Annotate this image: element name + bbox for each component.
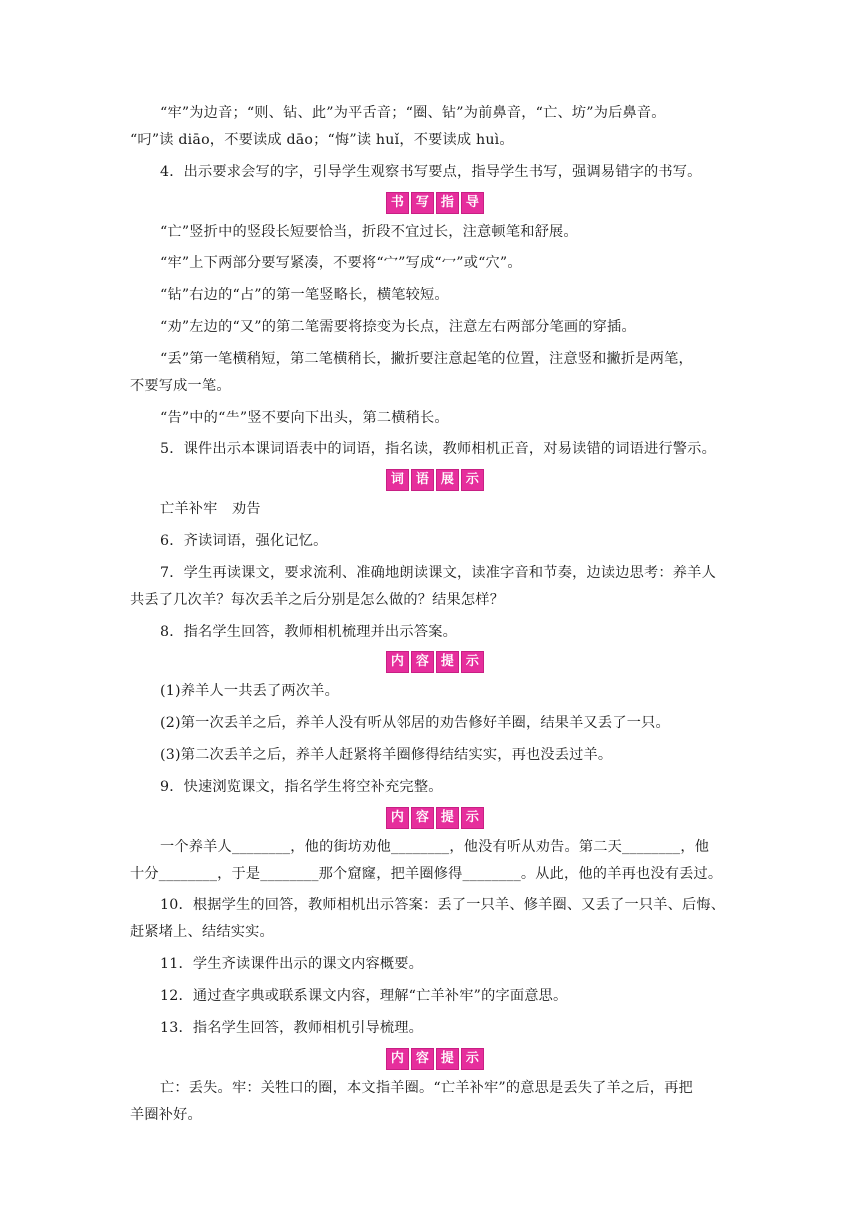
writing-tip: “丢”第一笔横稍短，第二笔横稍长，撇折要注意起笔的位置，注意竖和撇折是两笔， (160, 350, 693, 367)
badge-char: 词 (386, 469, 409, 491)
badge-char: 提 (436, 651, 459, 673)
badge-char: 容 (411, 651, 434, 673)
fill-in-blank-cont: 十分________，于是________那个窟窿，把羊圈修得________。从此，他的羊再也没有丢过。 (130, 865, 723, 882)
step-7-cont: 共丢了几次羊？每次丢羊之后分别是怎么做的？结果怎样？ (130, 591, 505, 608)
step-11: 11．学生齐读课件出示的课文内容概要。 (160, 956, 424, 973)
badge-char: 内 (386, 651, 409, 673)
badge-ciyu-zhanshi (130, 468, 740, 492)
badge-char: 内 (386, 1048, 409, 1070)
step-4: 4．出示要求会写的字，引导学生观察书写要点，指导学生书写，强调易错字的书写。 (160, 163, 702, 180)
badge-char: 容 (411, 1048, 434, 1070)
document-page (130, 100, 740, 1133)
badge-char: 示 (461, 651, 484, 673)
badge-char: 语 (411, 469, 434, 491)
badge-char: 示 (461, 807, 484, 829)
step-13: 13．指名学生回答，教师相机引导梳理。 (160, 1019, 424, 1036)
writing-tip: “钻”右边的“占”的第一笔竖略长，横笔较短。 (160, 287, 449, 304)
badge-neirong-tishi (130, 1047, 740, 1071)
badge-neirong-tishi (130, 650, 740, 674)
badge-char: 写 (411, 192, 434, 214)
badge-char: 导 (461, 192, 484, 214)
step-6: 6．齐读词语，强化记忆。 (160, 532, 328, 549)
badge-char: 提 (436, 807, 459, 829)
step-7: 7．学生再读课文，要求流利、准确地朗读课文，读准字音和节奏，边读边思考：养羊人 (160, 564, 716, 581)
step-10: 10．根据学生的回答，教师相机出示答案：丢了一只羊、修羊圈、又丢了一只羊、后悔、 (160, 897, 726, 914)
word-list: 亡羊补牢 劝告 (160, 501, 261, 518)
badge-shuxie-zhidao (130, 191, 740, 215)
badge-char: 指 (436, 192, 459, 214)
writing-tip: “牢”上下两部分要写紧凑，不要将“宀”写成“冖”或“穴”。 (160, 255, 522, 272)
answer-item: (3)第二次丢羊之后，养羊人赶紧将羊圈修得结结实实，再也没丢过羊。 (160, 746, 613, 763)
step-9: 9．快速浏览课文，指名学生将空补充完整。 (160, 778, 443, 795)
step-12: 12．通过查字典或联系课文内容，理解“亡羊补牢”的字面意思。 (160, 987, 568, 1004)
meaning-cont: 羊圈补好。 (130, 1106, 202, 1123)
step-8: 8．指名学生回答，教师相机梳理并出示答案。 (160, 623, 457, 640)
writing-tip: “告”中的“⺧”竖不要向下出头，第二横稍长。 (160, 409, 449, 426)
badge-char: 容 (411, 807, 434, 829)
badge-char: 示 (461, 469, 484, 491)
fill-in-blank: 一个养羊人________，他的街坊劝他________，他没有听从劝告。第二天________，他 (160, 838, 710, 855)
meaning: 亡：丢失。牢：关牲口的圈，本文指羊圈。“亡羊补牢”的意思是丢失了羊之后，再把 (160, 1079, 693, 1096)
writing-tip: “劝”左边的“又”的第二笔需要将捺变为长点，注意左右两部分笔画的穿插。 (160, 318, 636, 335)
badge-char: 内 (386, 807, 409, 829)
paragraph: “牢”为边音；“则、钻、此”为平舌音；“圈、钻”为前鼻音，“亡、坊”为后鼻音。 (160, 105, 666, 121)
badge-neirong-tishi (130, 806, 740, 830)
step-10-cont: 赶紧堵上、结结实实。 (130, 924, 274, 941)
badge-char: 书 (386, 192, 409, 214)
answer-item: (1)养羊人一共丢了两次羊。 (160, 683, 339, 700)
badge-char: 展 (436, 469, 459, 491)
answer-item: (2)第一次丢羊之后，养羊人没有听从邻居的劝告修好羊圈，结果羊又丢了一只。 (160, 715, 670, 732)
paragraph: “叼”读 diāo，不要读成 dāo；“悔”读 huǐ，不要读成 huì。 (130, 132, 514, 148)
writing-tip-cont: 不要写成一笔。 (130, 377, 231, 394)
badge-char: 示 (461, 1048, 484, 1070)
writing-tip: “亡”竖折中的竖段长短要恰当，折段不宜过长，注意顿笔和舒展。 (160, 223, 578, 240)
badge-char: 提 (436, 1048, 459, 1070)
step-5: 5．课件出示本课词语表中的词语，指名读，教师相机正音，对易读错的词语进行警示。 (160, 441, 716, 458)
